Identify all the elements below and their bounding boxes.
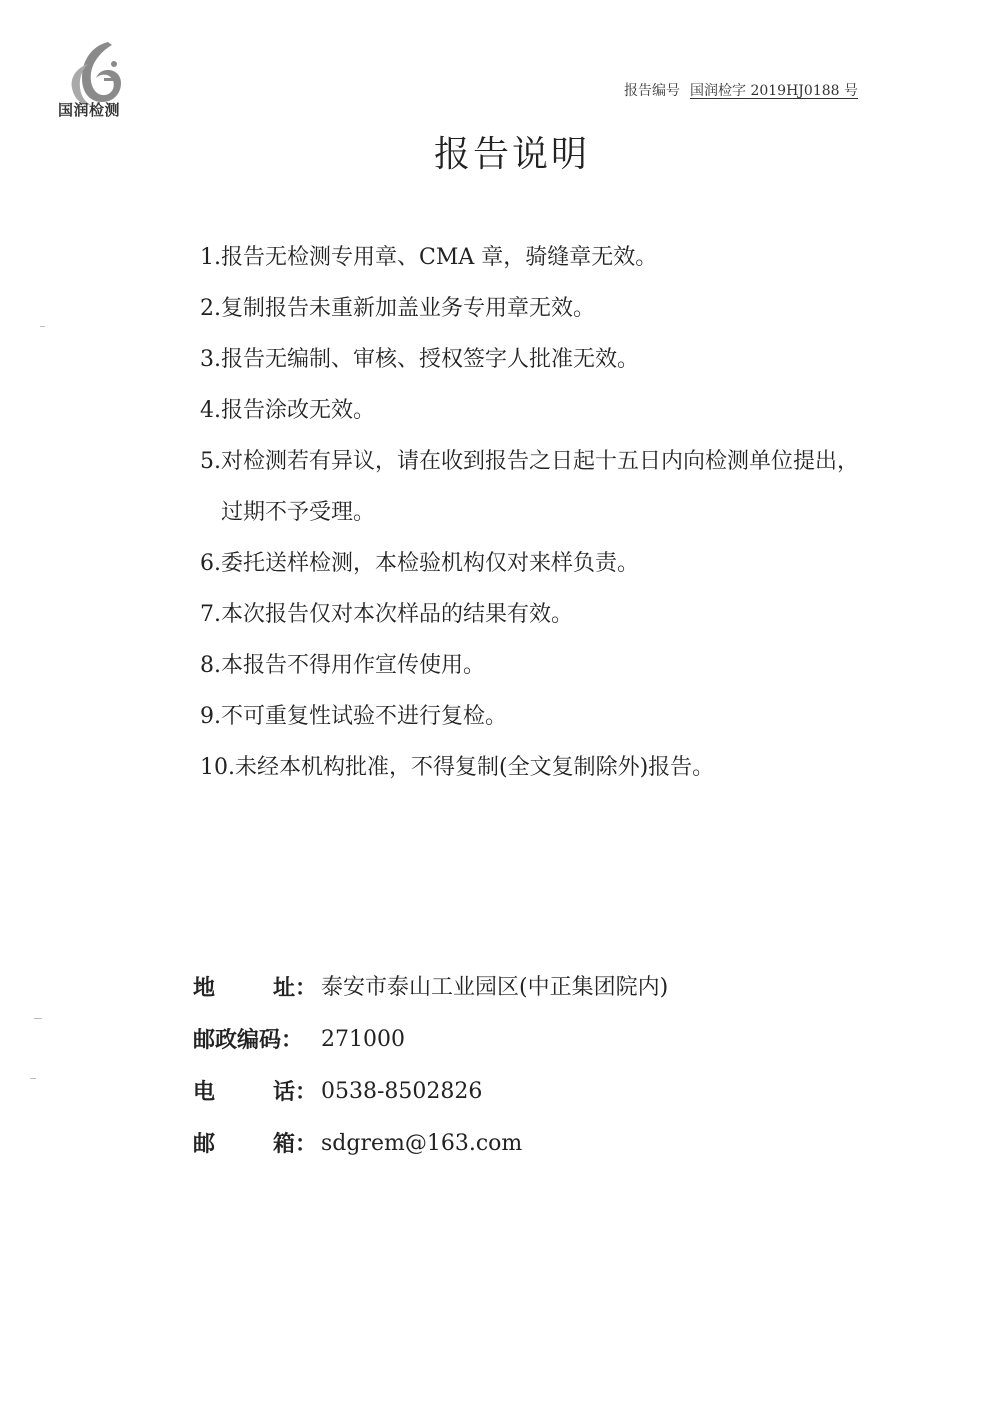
notes-list <box>200 232 880 793</box>
email-label-part: 邮 <box>193 1131 216 1157</box>
postcode-value: 271000 <box>321 1027 405 1052</box>
item-text: 复制报告未重新加盖业务专用章无效。 <box>221 296 596 321</box>
item-text: 对检测若有异议，请在收到报告之日起十五日内向检测单位提出，过期不予受理。 <box>221 449 860 525</box>
phone-row <box>193 1066 668 1118</box>
postcode-label-part: 邮政编码： <box>193 1027 304 1053</box>
page-title: 报告说明 <box>433 134 590 175</box>
email-row <box>193 1118 668 1170</box>
item-text: 报告无检测专用章、CMA 章，骑缝章无效。 <box>221 245 658 270</box>
address-value: 泰安市泰山工业园区(中正集团院内) <box>321 975 669 1000</box>
report-number <box>624 80 858 100</box>
address-row <box>193 962 668 1014</box>
item-text: 报告涂改无效。 <box>221 398 376 423</box>
item-number: 7. <box>200 602 221 627</box>
phone-label <box>193 1066 317 1118</box>
item-text: 本次报告仅对本次样品的结果有效。 <box>221 602 574 627</box>
phone-value: 0538-8502826 <box>321 1079 483 1104</box>
item-number: 2. <box>200 296 221 321</box>
scan-mark <box>40 326 45 327</box>
scan-mark <box>30 1078 36 1079</box>
report-number-value: 国润检字 2019HJ0188 号 <box>690 83 858 99</box>
item-text: 不可重复性试验不进行复检。 <box>221 704 508 729</box>
list-item <box>200 334 880 385</box>
item-text: 未经本机构批准，不得复制(全文复制除外)报告。 <box>235 755 715 780</box>
scan-mark <box>34 1018 42 1019</box>
address-label <box>193 962 317 1014</box>
item-number: 1. <box>200 245 221 270</box>
address-label-part: 地 <box>193 975 216 1001</box>
address-label-part: 址： <box>272 975 317 1001</box>
list-item <box>200 589 880 640</box>
list-item <box>200 283 880 334</box>
report-number-label: 报告编号 <box>624 83 681 99</box>
list-item <box>200 385 880 436</box>
list-item <box>200 640 880 691</box>
item-number: 8. <box>200 653 221 678</box>
item-number: 4. <box>200 398 221 423</box>
item-number: 6. <box>200 551 221 576</box>
phone-label-part: 话： <box>272 1079 317 1105</box>
postcode-row <box>193 1014 668 1066</box>
list-item <box>200 691 880 742</box>
postcode-label <box>193 1014 317 1066</box>
item-number: 10. <box>200 755 235 780</box>
list-item <box>200 742 880 793</box>
contact-info <box>193 962 668 1170</box>
list-item <box>200 538 880 589</box>
item-text: 本报告不得用作宣传使用。 <box>221 653 486 678</box>
item-number: 3. <box>200 347 221 372</box>
item-number: 9. <box>200 704 221 729</box>
phone-label-part: 电 <box>193 1079 216 1105</box>
email-label <box>193 1118 317 1170</box>
list-item <box>200 232 880 283</box>
email-value: sdgrem@163.com <box>321 1131 523 1156</box>
logo-text: 国润检测 <box>58 101 121 119</box>
list-item <box>200 436 880 538</box>
item-text: 委托送样检测，本检验机构仅对来样负责。 <box>221 551 640 576</box>
email-label-part: 箱： <box>272 1131 317 1157</box>
item-number: 5. <box>200 449 221 474</box>
item-text: 报告无编制、审核、授权签字人批准无效。 <box>221 347 640 372</box>
